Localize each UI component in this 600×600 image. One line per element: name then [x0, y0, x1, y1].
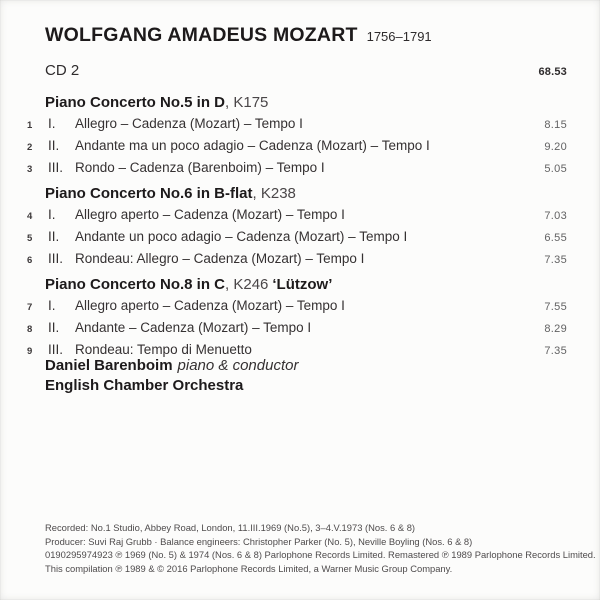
track-duration: 9.20 [544, 141, 567, 153]
track-movement-numeral: III. [48, 342, 64, 357]
composer-dates: 1756–1791 [366, 29, 432, 44]
production-credits [45, 521, 596, 575]
track-number: 1 [27, 120, 33, 131]
track-number: 4 [27, 211, 33, 222]
track-title: Allegro – Cadenza (Mozart) – Tempo I [75, 116, 303, 131]
work-catalog: , K238 [252, 185, 296, 202]
track-number: 6 [27, 255, 33, 266]
copyright-line-2: This compilation ℗ 1989 & © 2016 Parlophone Records Limited, a Warner Music Group Company. [45, 562, 453, 574]
work-section-concerto-8 [27, 277, 567, 362]
track-title: Andante un poco adagio – Cadenza (Mozart) – Tempo I [75, 229, 408, 244]
track-row [27, 296, 567, 318]
track-duration: 6.55 [544, 232, 567, 244]
work-heading [27, 186, 567, 202]
track-title: Andante – Cadenza (Mozart) – Tempo I [75, 320, 312, 335]
track-duration: 7.35 [544, 254, 567, 266]
work-heading [27, 95, 567, 111]
work-heading [27, 277, 567, 293]
track-row [27, 227, 567, 249]
track-duration: 7.35 [544, 345, 567, 357]
track-movement-numeral: III. [48, 160, 64, 175]
track-row [27, 114, 567, 136]
work-catalog: , K246 [225, 276, 269, 293]
track-movement-numeral: II. [48, 138, 60, 153]
track-number: 9 [27, 346, 33, 357]
artist-name: Daniel Barenboim [45, 357, 173, 374]
artist-credit-line [45, 356, 567, 376]
track-title: Rondo – Cadenza (Barenboim) – Tempo I [75, 160, 325, 175]
track-movement-numeral: III. [48, 251, 64, 266]
work-section-concerto-5 [27, 95, 567, 180]
work-section-concerto-6 [27, 186, 567, 271]
track-row [27, 205, 567, 227]
track-duration: 7.55 [544, 301, 567, 313]
composer-name: WOLFGANG AMADEUS MOZART [45, 24, 358, 46]
copyright-line-1: 0190295974923 ℗ 1969 (No. 5) & 1974 (Nos. 6 & 8) Parlophone Records Limited. Remastered ℗ 1989 Parlophone Records Limited. [45, 549, 596, 561]
track-title: Allegro aperto – Cadenza (Mozart) – Tempo I [75, 298, 345, 313]
tracklist [27, 95, 567, 368]
track-row [27, 249, 567, 271]
work-title: Piano Concerto No.8 in C [45, 276, 226, 293]
track-movement-numeral: I. [48, 116, 56, 131]
track-title: Rondeau: Allegro – Cadenza (Mozart) – Tempo I [75, 251, 365, 266]
track-title: Rondeau: Tempo di Menuetto [75, 342, 252, 357]
recording-info: Recorded: No.1 Studio, Abbey Road, London, 11.III.1969 (No.5), 3–4.V.1973 (Nos. 6 & 8) [45, 522, 416, 533]
track-movement-numeral: I. [48, 207, 56, 222]
track-number: 7 [27, 302, 33, 313]
track-movement-numeral: II. [48, 320, 60, 335]
track-duration: 8.15 [544, 119, 567, 131]
track-number: 3 [27, 164, 33, 175]
track-row [27, 136, 567, 158]
track-duration: 5.05 [544, 163, 567, 175]
work-nickname: ‘Lützow’ [272, 276, 333, 293]
disc-label: CD 2 [45, 62, 80, 79]
track-number: 2 [27, 142, 33, 153]
track-duration: 7.03 [544, 210, 567, 222]
track-number: 8 [27, 324, 33, 335]
performer-credits [45, 356, 567, 396]
track-title: Andante ma un poco adagio – Cadenza (Mozart) – Tempo I [75, 138, 430, 153]
track-row [27, 158, 567, 180]
track-title: Allegro aperto – Cadenza (Mozart) – Tempo I [75, 207, 345, 222]
work-title: Piano Concerto No.6 in B-flat [45, 185, 253, 202]
ensemble-name: English Chamber Orchestra [45, 377, 244, 394]
work-title: Piano Concerto No.5 in D [45, 94, 226, 111]
track-number: 5 [27, 233, 33, 244]
track-duration: 8.29 [544, 323, 567, 335]
disc-total-duration: 68.53 [538, 66, 567, 78]
disc-row [45, 62, 567, 79]
track-movement-numeral: I. [48, 298, 56, 313]
composer-heading [45, 24, 567, 47]
producer-info: Producer: Suvi Raj Grubb · Balance engineers: Christopher Parker (No. 5), Neville Boyling (Nos. 6 & 8) [45, 535, 473, 547]
track-row [27, 318, 567, 340]
ensemble-credit-line [45, 376, 567, 396]
work-catalog: , K175 [225, 94, 269, 111]
track-movement-numeral: II. [48, 229, 60, 244]
artist-role: piano & conductor [177, 357, 299, 374]
